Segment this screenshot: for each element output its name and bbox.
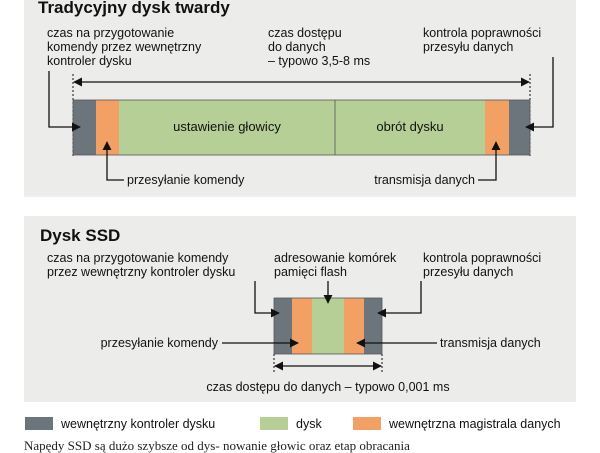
hdd-label-send: przesyłanie komendy (127, 173, 245, 187)
hdd-title: Tradycyjny dysk twardy (38, 0, 230, 17)
ssd-title: Dysk SSD (40, 226, 121, 245)
ssd-label-addr-2: pamięci flash (274, 265, 347, 279)
hdd-seg-seek-label: ustawienie głowicy (173, 119, 281, 134)
hdd-label-transfer: transmisja danych (374, 173, 475, 187)
hdd-seg-bus-right (485, 100, 509, 155)
ssd-seg-bus-right (344, 298, 364, 354)
ssd-label-send: przesyłanie komendy (100, 336, 218, 350)
ssd-label-transfer: transmisja danych (440, 336, 541, 350)
legend-label-bus: wewnętrzna magistrala danych (389, 417, 561, 431)
legend-label-disk: dysk (296, 417, 322, 431)
article-body-text: Napędy SSD są dużo szybsze od dys- nowanie głowic oraz etap obracania (24, 439, 410, 453)
hdd-label-check-2: przesyłu danych (423, 40, 514, 54)
ssd-seg-controller-left (274, 298, 292, 354)
ssd-label-check-2: przesyłu danych (423, 265, 514, 279)
ssd-seg-bus-left (292, 298, 312, 354)
legend-label-controller: wewnętrzny kontroler dysku (61, 417, 216, 431)
ssd-seg-flash (312, 298, 344, 354)
hdd-label-access-3: – typowo 3,5-8 ms (268, 54, 371, 68)
hdd-label-prep-2: komendy przez wewnętrzny (47, 40, 202, 54)
hdd-label-check-1: kontrola poprawności (423, 26, 542, 40)
legend-swatch-bus (353, 417, 381, 430)
hdd-label-prep-3: kontroler dysku (47, 54, 132, 68)
ssd-check-arrow (378, 281, 421, 313)
ssd-seg-controller-right (364, 298, 382, 354)
hdd-label-prep-1: czas na przygotowanie (47, 26, 175, 40)
hdd-label-access-2: do danych (268, 40, 326, 54)
hdd-label-access-1: czas dostępu (268, 26, 342, 40)
hdd-seg-rotation-label: obrót dysku (376, 119, 444, 134)
ssd-label-prep-1: czas na przygotowanie komendy (47, 251, 229, 265)
legend-swatch-disk (260, 417, 288, 430)
ssd-label-addr-1: adresowanie komórek (274, 251, 397, 265)
ssd-label-access: czas dostępu do danych – typowo 0,001 ms (206, 380, 450, 394)
legend-swatch-controller (25, 417, 53, 430)
ssd-label-prep-2: przez wewnętrzny kontroler dysku (47, 265, 236, 279)
ssd-label-check-1: kontrola poprawności (423, 251, 542, 265)
